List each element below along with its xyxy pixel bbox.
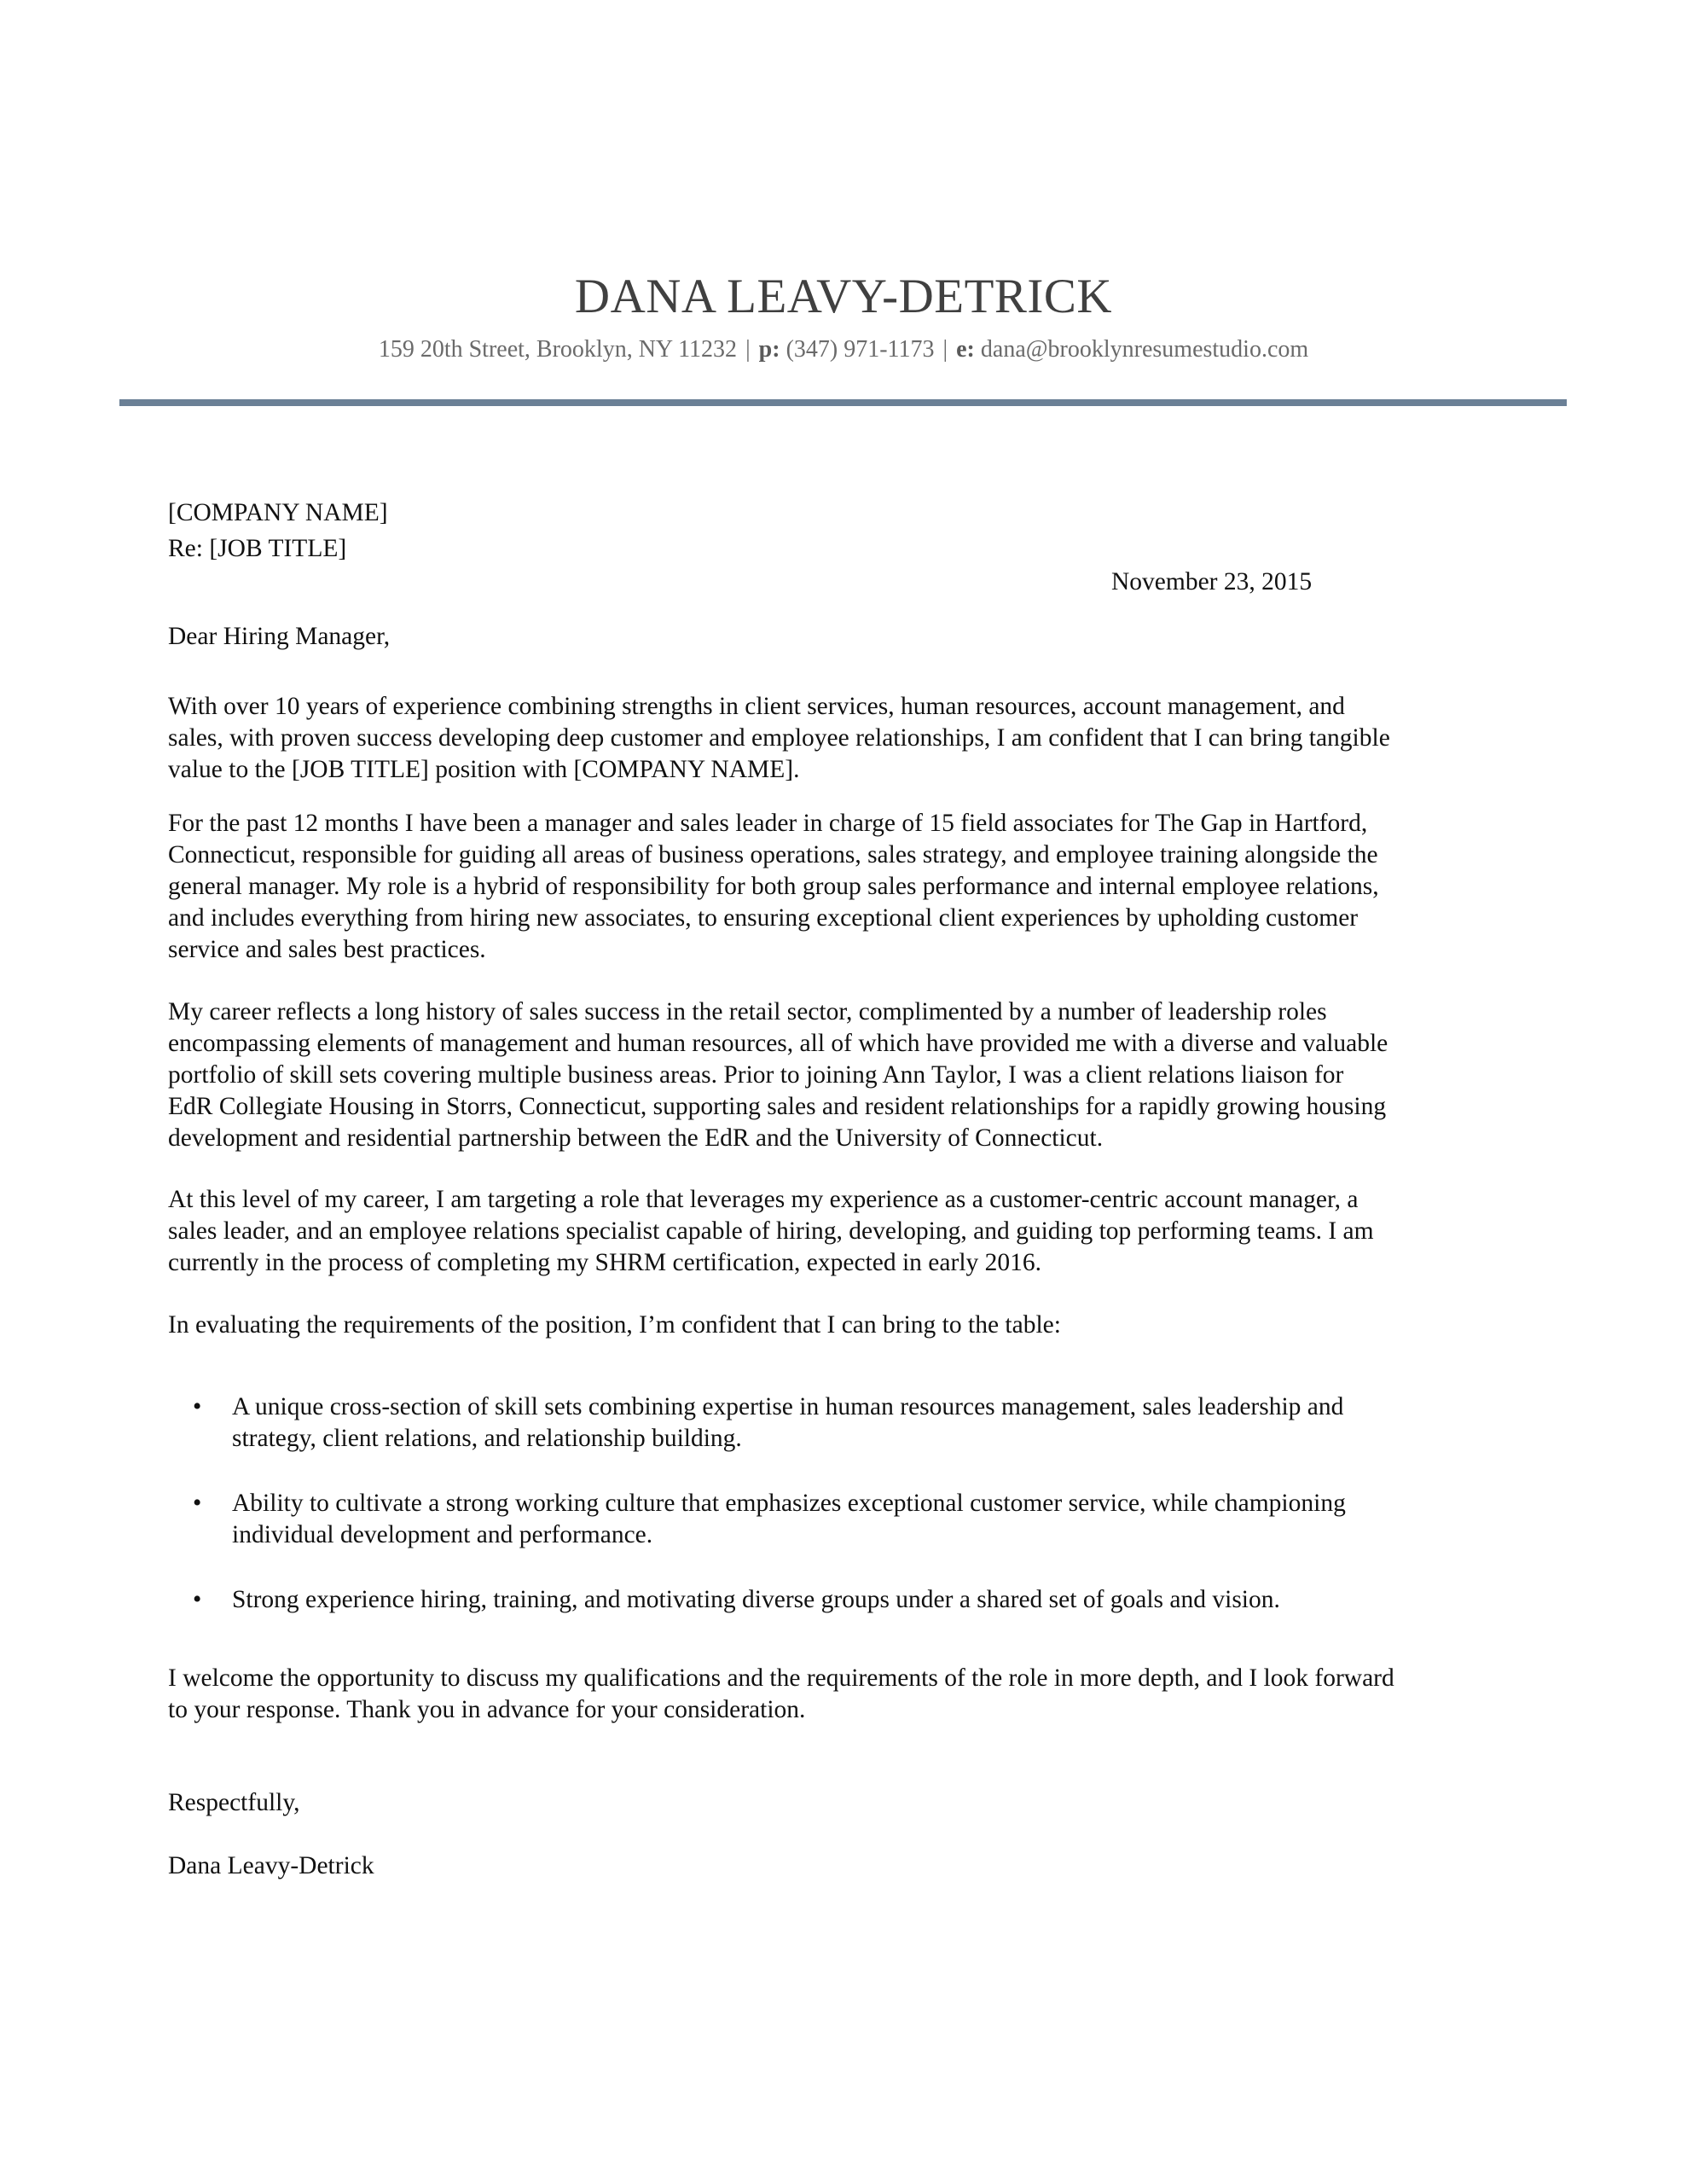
closing-paragraph <box>168 1663 1533 1726</box>
paragraph-line: currently in the process of completing my SHRM certification, expected in early 2016. <box>168 1249 1042 1276</box>
separator: | <box>745 336 751 363</box>
bullet-icon: • <box>193 1490 202 1517</box>
phone-label: p: <box>758 336 780 363</box>
paragraph-line: At this level of my career, I am targeting a role that leverages my experience as a customer-centric account manager, a <box>168 1186 1359 1213</box>
salutation: Dear Hiring Manager, <box>168 623 391 650</box>
paragraph-line: value to the [JOB TITLE] position with [COMPANY NAME]. <box>168 756 800 783</box>
paragraph-line: I welcome the opportunity to discuss my qualifications and the requirements of the role in more depth, and I look forward <box>168 1664 1394 1692</box>
header-divider <box>119 399 1567 406</box>
paragraph-line: With over 10 years of experience combining strengths in client services, human resources, account management, and <box>168 693 1345 720</box>
paragraph-line: service and sales best practices. <box>168 936 486 963</box>
paragraph-line: portfolio of skill sets covering multiple business areas. Prior to joining Ann Taylor, I was a client relations liaison for <box>168 1061 1344 1089</box>
closing-valediction: Respectfully, <box>168 1789 300 1816</box>
signature-name: Dana Leavy-Detrick <box>168 1852 374 1879</box>
paragraph-line: encompassing elements of management and human resources, all of which have provided me with a diverse and valuable <box>168 1030 1388 1057</box>
body-paragraph-4 <box>168 1184 1533 1279</box>
email-label: e: <box>956 336 975 363</box>
paragraph-line: sales, with proven success developing deep customer and employee relationships, I am confident that I can bring tangible <box>168 724 1390 752</box>
email-address: dana@brooklynresumestudio.com <box>980 336 1309 363</box>
body-paragraph-3 <box>168 996 1533 1154</box>
paragraph-line: EdR Collegiate Housing in Storrs, Connecticut, supporting sales and resident relationships for a rapidly growing housing <box>168 1093 1387 1120</box>
paragraph-line: general manager. My role is a hybrid of responsibility for both group sales performance and internal employee relations, <box>168 873 1379 900</box>
separator: | <box>942 336 948 363</box>
letter-date: November 23, 2015 <box>1111 568 1313 595</box>
bullet-line: individual development and performance. <box>232 1521 653 1548</box>
bullet-line: Ability to cultivate a strong working culture that emphasizes exceptional customer service, while championing <box>232 1490 1346 1517</box>
letterhead-name: DANA LEAVY-DETRICK <box>574 270 1113 323</box>
bullet-icon: • <box>193 1586 202 1613</box>
address: 159 20th Street, Brooklyn, NY 11232 <box>378 336 738 363</box>
recipient-company: [COMPANY NAME] <box>168 499 388 526</box>
body-paragraph-2 <box>168 808 1533 966</box>
paragraph-line: Connecticut, responsible for guiding all areas of business operations, sales strategy, and employee training alongside the <box>168 841 1378 868</box>
bullet-line: strategy, client relations, and relationship building. <box>232 1425 742 1452</box>
phone-number: (347) 971-1173 <box>786 336 935 363</box>
bullet-line: Strong experience hiring, training, and motivating diverse groups under a shared set of goals and vision. <box>232 1586 1280 1613</box>
bullet-icon: • <box>193 1393 202 1420</box>
paragraph-line: sales leader, and an employee relations specialist capable of hiring, developing, and guiding top performing teams. I am <box>168 1217 1374 1245</box>
paragraph-line: and includes everything from hiring new associates, to ensuring exceptional client experiences by upholding customer <box>168 904 1359 932</box>
paragraph-line: development and residential partnership between the EdR and the University of Connecticut. <box>168 1124 1104 1152</box>
paragraph-line: In evaluating the requirements of the position, I’m confident that I can bring to the table: <box>168 1311 1061 1339</box>
paragraph-line: My career reflects a long history of sales success in the retail sector, complimented by a number of leadership roles <box>168 998 1327 1025</box>
body-paragraph-5 <box>168 1310 1533 1341</box>
paragraph-line: For the past 12 months I have been a manager and sales leader in charge of 15 field associates for The Gap in Hartford, <box>168 810 1368 837</box>
recipient-re-line: Re: [JOB TITLE] <box>168 535 347 562</box>
body-paragraph-1 <box>168 691 1533 786</box>
letterhead-contact <box>0 336 1687 363</box>
bullet-line: A unique cross-section of skill sets combining expertise in human resources management, sales leadership and <box>232 1393 1344 1420</box>
paragraph-line: to your response. Thank you in advance for your consideration. <box>168 1696 806 1723</box>
